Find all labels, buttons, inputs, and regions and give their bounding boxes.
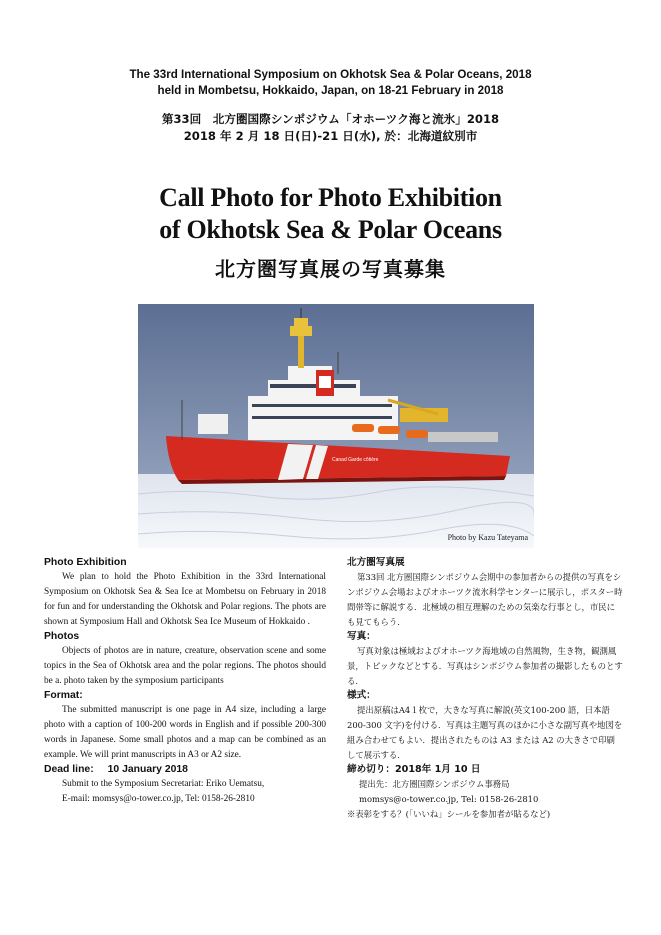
format-heading-jp: 様式：	[347, 690, 376, 701]
exhibition-text-jp: 第33回 北方圏国際シンポジウム会期中の参加者からの提供の写真をシンポジウム会場およびオホーツク流氷科学センターに展示し，ポスター時間帯等に解説する．北極域の相互理解のための気楽な行事とし，市民にも見てもらう．	[347, 572, 623, 627]
main-title-jp: 北方圏写真展の写真募集	[215, 257, 446, 281]
icebreaker-photo	[138, 304, 534, 548]
photo-credit: Photo by Kazu Tateyama	[447, 533, 528, 542]
deadline-label-en: Dead line:	[44, 764, 94, 775]
symposium-date-jp: 2018 年 2 月 18 日(日)-21 日(水), 於：北海道紋別市	[183, 129, 478, 143]
submit-line1-jp: 提出先：北方圏国際シンポジウム事務局	[359, 779, 510, 789]
award-note-jp: ※表彰をする？(「いいね」シールを参加者が貼るなど)	[347, 809, 551, 819]
english-column	[44, 556, 326, 807]
symposium-title-jp-line1: 第33回 北方圏国際シンポジウム「オホーツク海と流氷」2018	[161, 112, 500, 126]
photos-text-jp: 写真対象は極域およびオホーツク海地域の自然風物，生き物，観測風景，トピックなどとする．写真はシンポジウム参加者の撮影したものとする．	[347, 646, 623, 686]
deadline-jp: 締め切り：2018年 1月 10 日	[347, 764, 481, 775]
hull-text: Canad Garde côtière	[332, 457, 379, 463]
submit-line2-jp: momsys@o-tower.co.jp, Tel: 0158-26-2810	[359, 794, 539, 804]
japanese-column	[347, 556, 623, 822]
symposium-title-en-line2: held in Mombetsu, Hokkaido, Japan, on 18-21 February in 2018	[157, 84, 504, 97]
submit-line2-en: E-mail: momsys@o-tower.co.jp, Tel: 0158-26-2810	[62, 794, 255, 804]
format-text-en: The submitted manuscript is one page in A4 size, including a large photo with a caption of 100-200 words in English and if possible 200-300 words in Japanese. Some small photos and a map can be combined as an example. We will print manuscripts in A3 or A2 size.	[44, 705, 326, 760]
exhibition-text-en: We plan to hold the Photo Exhibition in the 33rd International Symposium on Okhotsk Sea & Sea Ice at Mombetsu on February in 2018 for fun and for understanding the Okhotsk and Polar regions. The phots are shown at Symposium Hall and Okhotsk Sea Ice Museum of Hokkaido .	[44, 572, 326, 627]
deadline-row-en	[44, 763, 326, 777]
symposium-title-en-line1: The 33rd International Symposium on Okhotsk Sea & Polar Oceans, 2018	[129, 68, 532, 81]
deadline-date-en: 10 January 2018	[107, 764, 188, 775]
format-text-jp: 提出原稿はA4１枚で，大きな写真に解説(英文100-200 語，日本語 200-300 文字)を付ける．写真は主題写真のほかに小さな副写真や地図を組み合わせてもよい．提出されたものは A3 または A2 の大きさで印刷して展示する．	[347, 705, 623, 760]
icebreaker-ship-illustration	[138, 304, 534, 548]
exhibition-heading-jp: 北方圏写真展	[347, 557, 405, 568]
exhibition-heading-en: Photo Exhibition	[44, 557, 127, 568]
photos-heading-jp: 写真：	[347, 631, 376, 642]
photos-heading-en: Photos	[44, 631, 80, 642]
main-title-line1: Call Photo for Photo Exhibition	[159, 183, 502, 212]
photos-text-en: Objects of photos are in nature, creature, observation scene and some topics in the Sea of Okhotsk area and the polar regions. The photos should be a. photo taken by the symposium participants	[44, 646, 326, 686]
format-heading-en: Format:	[44, 690, 83, 701]
submit-line1-en: Submit to the Symposium Secretariat: Eriko Uematsu,	[62, 779, 265, 789]
main-title-line2: of Okhotsk Sea & Polar Oceans	[159, 215, 502, 244]
